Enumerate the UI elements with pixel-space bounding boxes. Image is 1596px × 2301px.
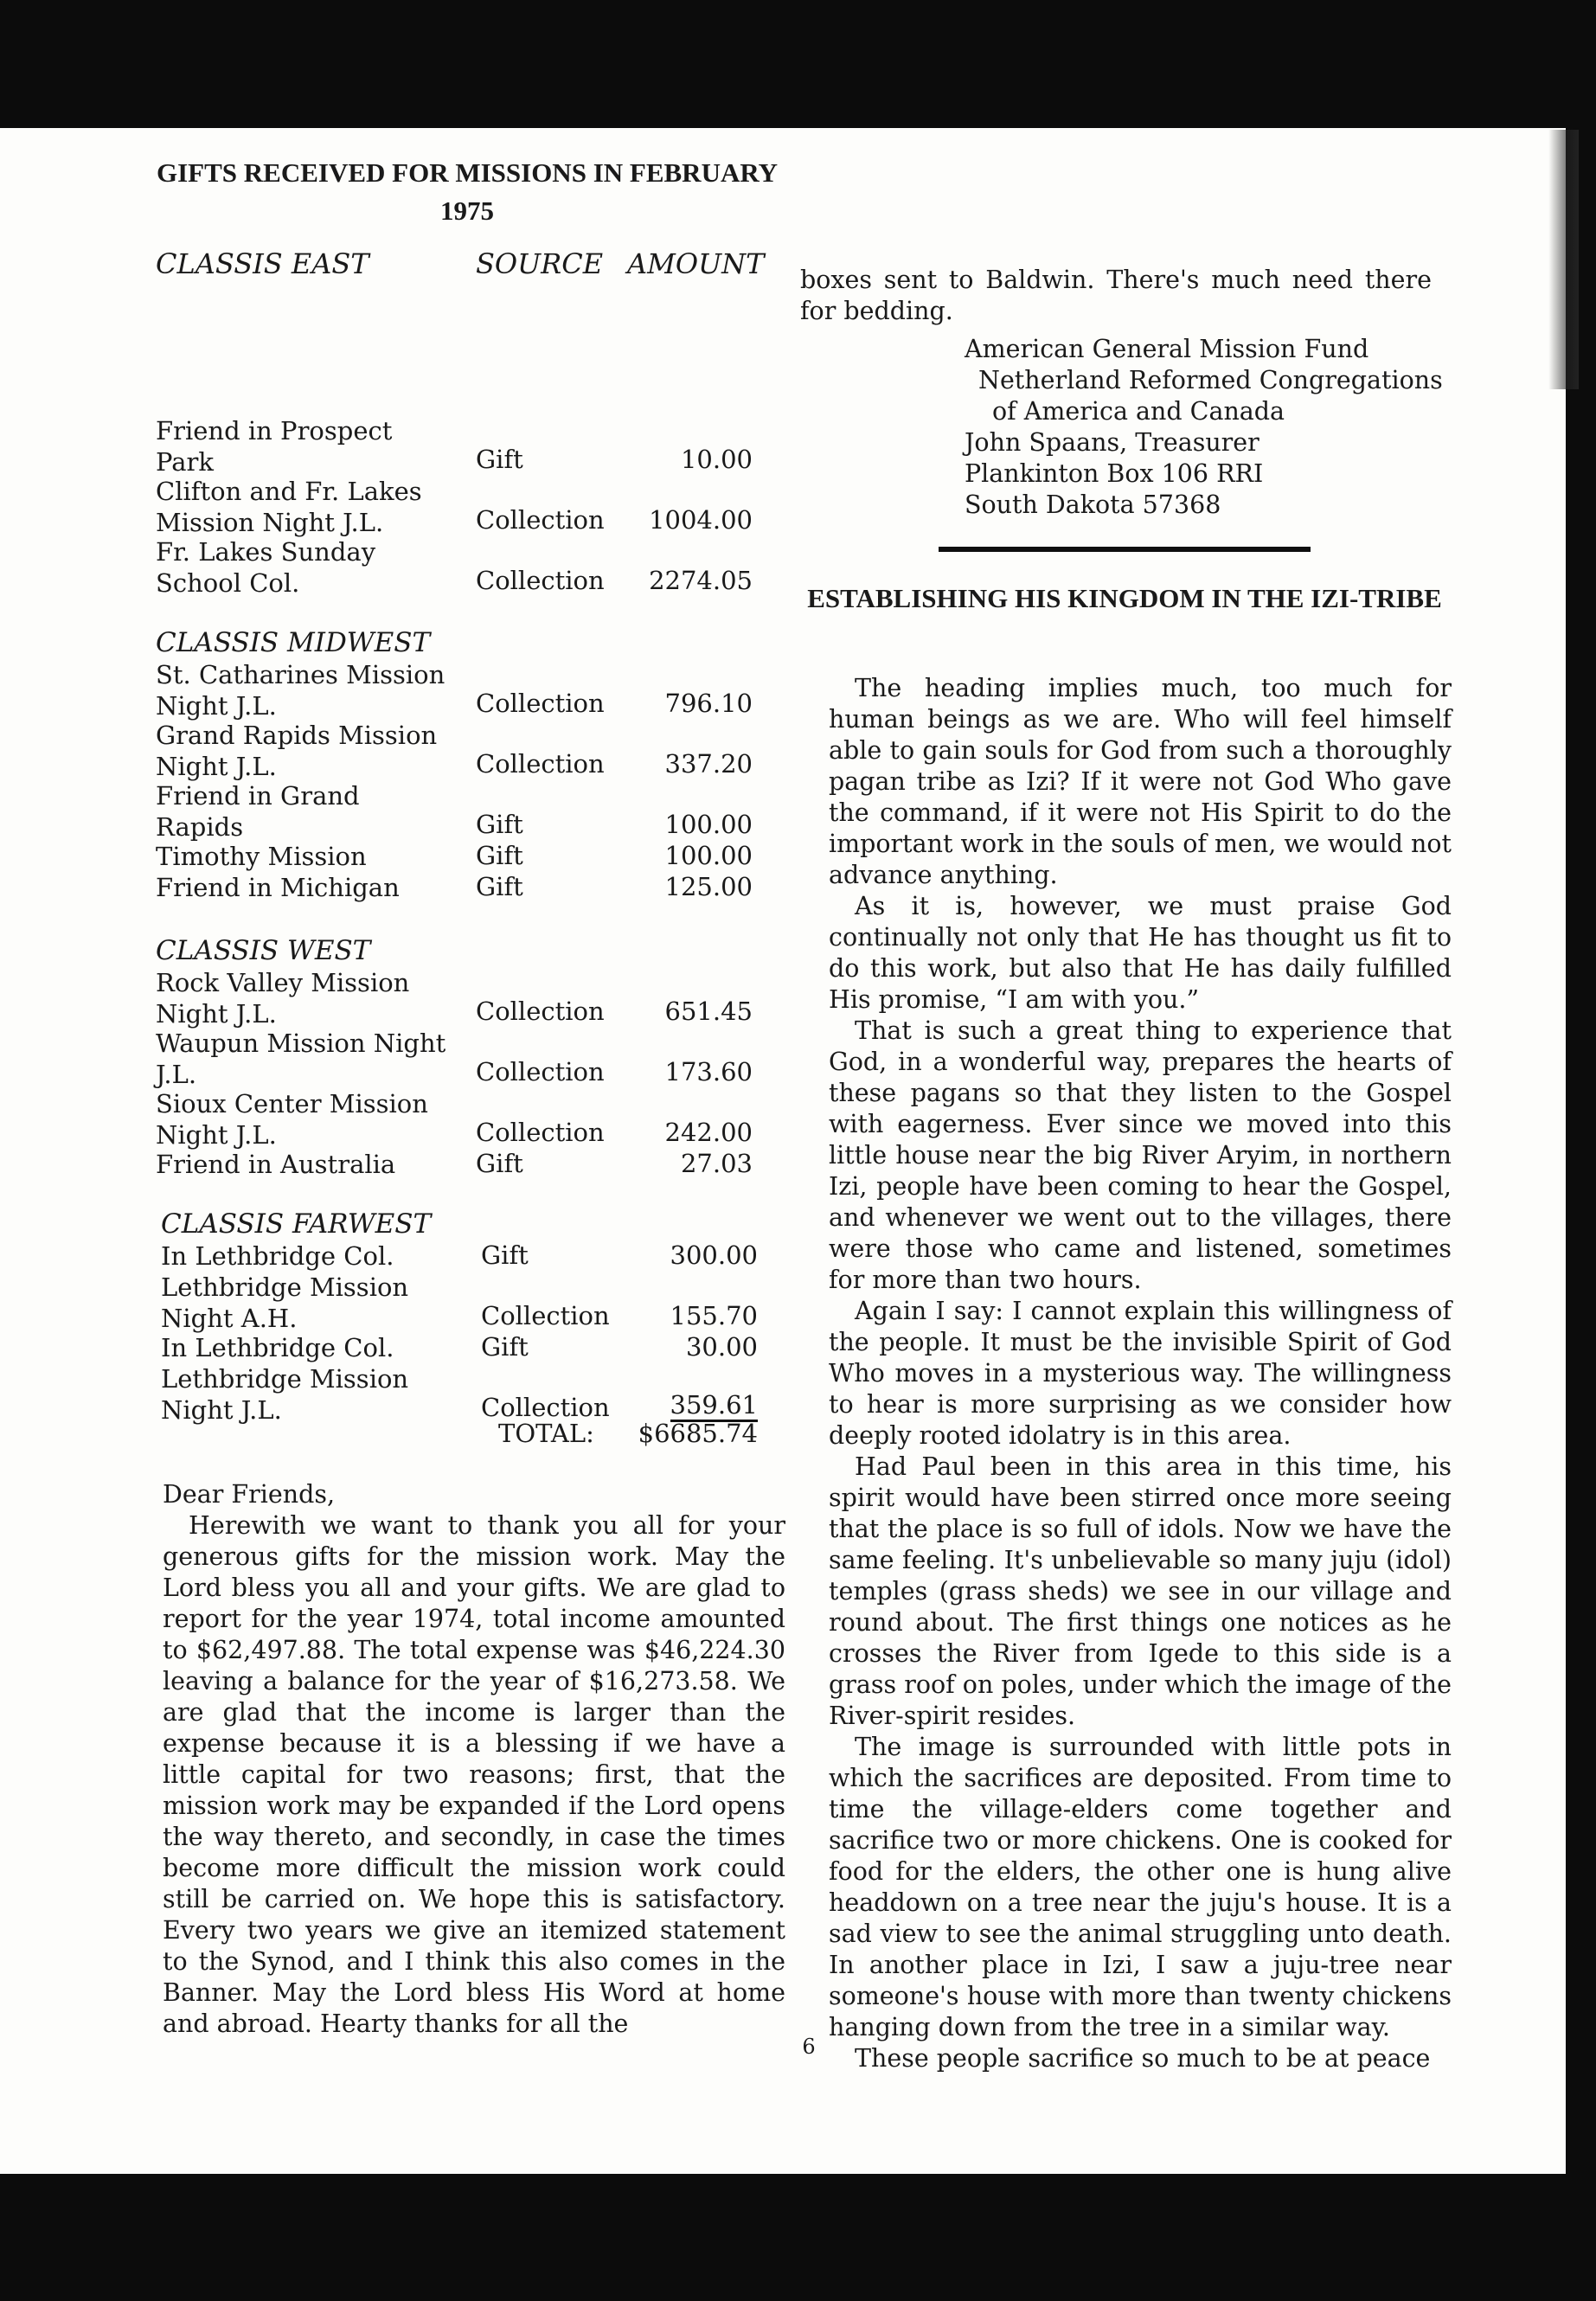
gift-amount: 337.20 — [664, 749, 753, 779]
article-body — [829, 673, 1452, 2074]
gift-row — [156, 659, 779, 720]
gift-amount: 30.00 — [685, 1332, 758, 1362]
gift-amount: 300.00 — [670, 1240, 758, 1270]
total-label: TOTAL: — [498, 1419, 594, 1448]
gift-amount: 155.70 — [670, 1301, 758, 1330]
gift-amount: 651.45 — [664, 997, 753, 1026]
gift-source: Collection — [476, 749, 605, 779]
article-paragraph: The heading implies much, too much for human beings as we are. Who will feel himself able to gain souls for God from such a thoroughly pagan tribe as Izi? If it were not God Who gave the command, if it were not His Spirit to do the important work in the souls of men, we would not advance anything. — [829, 674, 1452, 889]
gift-amount: 100.00 — [664, 841, 753, 870]
gift-source: Gift — [476, 872, 523, 901]
gift-source: Collection — [476, 689, 605, 718]
gift-amount: 359.61 — [670, 1390, 758, 1422]
gift-row — [156, 872, 779, 903]
gift-name: Timothy Mission — [156, 842, 367, 871]
gift-source: Collection — [476, 1118, 605, 1147]
gift-row — [156, 841, 779, 872]
gift-name: In Lethbridge Col. — [161, 1241, 394, 1271]
classis-east-title: CLASSIS EAST — [156, 247, 369, 280]
classis-midwest-title: CLASSIS MIDWEST — [156, 627, 431, 658]
article-paragraph: As it is, however, we must praise God continually not only that He has thought us fit to do this work, but also that He has daily fulfilled His promise, “I am with you.” — [829, 892, 1452, 1014]
letter-body: Herewith we want to thank you all for your generous gifts for the mission work. May the Lord bless you all and your gifts. We are glad to report for the year 1974, total income amounted to $62,497.88. The total expense was $46,224.30 leaving a balance for the year of $16,273.58. We are glad that the income is larger than the expense because it is a blessing if we have a little capital for two reasons; first, that the mission work may be expanded if the Lord opens the way thereto, and secondly, in case the times become more difficult the mission work could still be carried on. We hope this is satisfactory. Every two years we give an itemized statement to the Synod, and I think this also comes in the Banner. May the Lord bless His Word at home and abroad. Hearty thanks for all the — [163, 1511, 785, 2038]
address-line: John Spaans, Treasurer — [965, 428, 1259, 457]
gift-source: Gift — [481, 1332, 529, 1362]
classis-midwest-section — [156, 626, 779, 903]
classis-east-section — [156, 415, 779, 597]
gift-name: In Lethbridge Col. — [161, 1333, 394, 1362]
gift-source: Collection — [481, 1393, 610, 1422]
article-paragraph: These people sacrifice so much to be at peace — [855, 2044, 1431, 2073]
gifts-heading: GIFTS RECEIVED FOR MISSIONS IN FEBRUARY 1975 — [156, 157, 779, 226]
gift-name: Friend in Prospect Park — [156, 416, 393, 477]
gifts-column-headers — [156, 247, 779, 287]
article-paragraph: Had Paul been in this area in this time, his spirit would have been stirred once more seeing that the place is so full of idols. Now we have the same feeling. It's unbelievable so many juju (idol) temples (grass sheds) we see in our village and round about. The first things one notices as he crosses the River from Igede to this side is a grass roof on poles, under which the image of the River-spirit resides. — [829, 1452, 1452, 1730]
classis-west-section — [156, 934, 779, 1180]
article-paragraph: The image is surrounded with little pots in which the sacrifices are deposited. From time to time the village-elders come together and sacrifice two or more chickens. One is cooked for food for the elders, the other one is hung alive headdown on a tree near the juju's house. It is a sad view to see the animal struggling unto death. In another place in Izi, I saw a juju-tree near someone's house with more than twenty chickens hanging down from the tree in a similar way. — [829, 1733, 1452, 2041]
gift-name: Friend in Michigan — [156, 873, 400, 902]
address-line: American General Mission Fund — [965, 335, 1369, 363]
gift-amount: 796.10 — [664, 689, 753, 718]
gift-amount: 27.03 — [680, 1149, 753, 1178]
gift-name: Rock Valley Mission Night J.L. — [156, 968, 410, 1029]
gift-row — [161, 1272, 784, 1332]
gift-name: Waupun Mission Night J.L. — [156, 1029, 446, 1089]
gift-name: Lethbridge Mission Night A.H. — [161, 1272, 409, 1333]
gift-row — [156, 1028, 779, 1088]
gift-row — [156, 967, 779, 1028]
address-line: of America and Canada — [992, 397, 1285, 426]
gift-source: Gift — [481, 1240, 529, 1270]
gift-name: Fr. Lakes Sunday School Col. — [156, 537, 376, 598]
gift-row — [156, 780, 779, 841]
gift-row — [156, 536, 779, 597]
classis-farwest-title: CLASSIS FARWEST — [161, 1208, 432, 1240]
gift-source: Collection — [476, 505, 605, 535]
address-line: Netherland Reformed Congregations — [978, 366, 1443, 394]
article-paragraph: Again I say: I cannot explain this willingness of the people. It must be the invisible Spirit of God Who moves in a mysterious way. The willingness to hear is more surprising as we consider how deeply rooted idolatry is in this area. — [829, 1297, 1452, 1450]
gift-amount: 173.60 — [664, 1057, 753, 1086]
gift-name: St. Catharines Mission Night J.L. — [156, 660, 445, 721]
gift-source: Gift — [476, 445, 523, 474]
total-value: $6685.74 — [638, 1419, 758, 1448]
gift-name: Friend in Grand Rapids — [156, 781, 360, 842]
gift-name: Lethbridge Mission Night J.L. — [161, 1364, 409, 1425]
section-divider — [939, 547, 1311, 552]
article-heading: ESTABLISHING HIS KINGDOM IN THE IZI-TRIBE — [807, 583, 1442, 613]
gift-row — [156, 1088, 779, 1149]
article-paragraph: That is such a great thing to experience that God, in a wonderful way, prepares the hearts of these pagans so that they listen to the Gospel with eagerness. Ever since we moved into this little house near the big River Aryim, in northern Izi, people have been coming to hear the Gospel, and whenever we went out to the villages, there were those who came and listened, sometimes for more than two hours. — [829, 1016, 1452, 1294]
gift-name: Clifton and Fr. Lakes Mission Night J.L. — [156, 477, 422, 537]
gift-amount: 10.00 — [680, 445, 753, 474]
gift-amount: 242.00 — [664, 1118, 753, 1147]
amount-column-header: AMOUNT — [627, 247, 765, 280]
page-number: 6 — [802, 2035, 816, 2059]
gift-row — [156, 476, 779, 536]
gift-source: Gift — [476, 841, 523, 870]
address-line: South Dakota 57368 — [965, 490, 1221, 519]
gift-amount: 100.00 — [664, 810, 753, 839]
gift-name: Friend in Australia — [156, 1150, 396, 1179]
gift-source: Collection — [476, 1057, 605, 1086]
continuation-text: boxes sent to Baldwin. There's much need there for bedding. — [800, 266, 1432, 325]
gift-name: Grand Rapids Mission Night J.L. — [156, 721, 438, 781]
gifts-total — [161, 1419, 784, 1453]
mission-fund-address — [965, 334, 1449, 521]
source-column-header: SOURCE — [476, 247, 604, 280]
gift-row — [161, 1363, 784, 1424]
gift-row — [156, 415, 779, 476]
address-line: Plankinton Box 106 RRI — [965, 459, 1264, 488]
gift-source: Collection — [476, 566, 605, 595]
gift-row — [156, 720, 779, 780]
gift-amount: 125.00 — [664, 872, 753, 901]
gift-amount: 1004.00 — [649, 505, 753, 535]
gift-row — [156, 1149, 779, 1180]
gift-source: Gift — [476, 810, 523, 839]
gift-name: Sioux Center Mission Night J.L. — [156, 1089, 428, 1150]
classis-farwest-section — [161, 1208, 784, 1424]
gift-row — [161, 1332, 784, 1363]
gift-source: Gift — [476, 1149, 523, 1178]
letter-salutation: Dear Friends, — [163, 1480, 336, 1509]
thank-you-letter — [163, 1479, 785, 2040]
gift-amount: 2274.05 — [649, 566, 753, 595]
classis-west-title: CLASSIS WEST — [156, 935, 371, 966]
gift-source: Collection — [476, 997, 605, 1026]
gift-source: Collection — [481, 1301, 610, 1330]
page-edge — [1548, 130, 1579, 389]
gift-row — [161, 1240, 784, 1272]
